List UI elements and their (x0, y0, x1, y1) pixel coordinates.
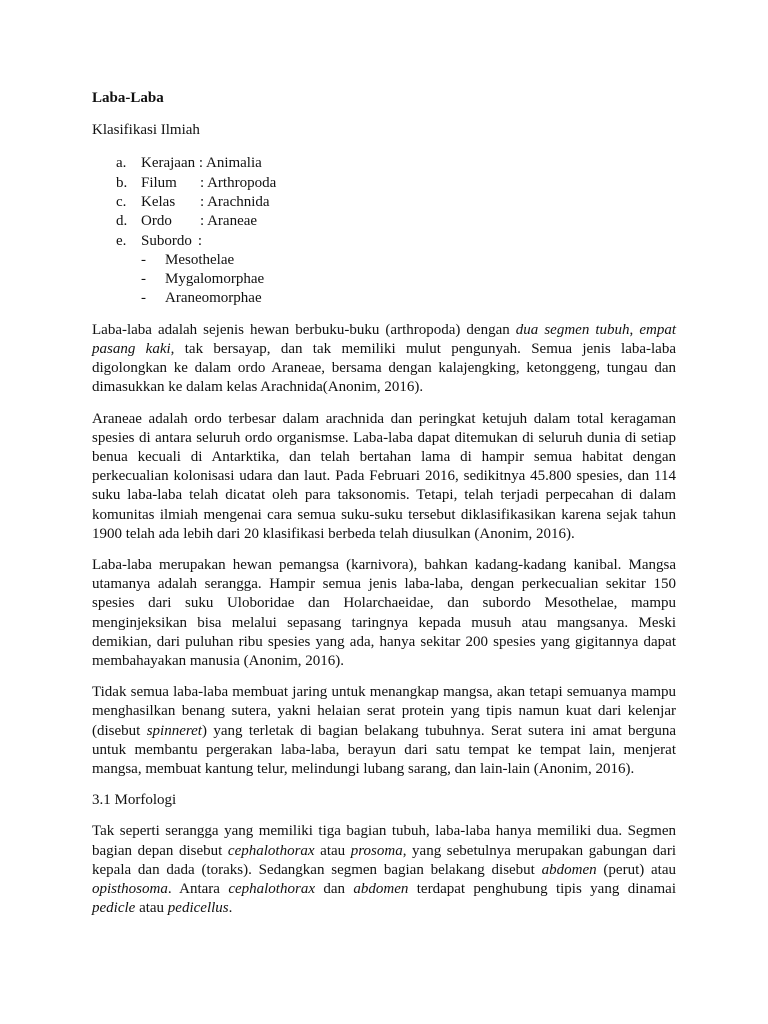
document-body (92, 89, 676, 930)
paragraph-pemangsa: Laba-laba merupakan hewan pemangsa (karnivora), bahkan kadang-kadang kanibal. Mangsa utamanya adalah serangga. Hampir semua jenis laba-laba, dengan perkecualian sekitar 150 spesies dari suku Uloboridae dan Holarchaeidae, dan subordo Mesothelae, mampu menginjeksikan bisa melalui sepasang taringnya kepada musuh atau mangsanya. Meski demikian, dari puluhan ribu spesies yang ada, hanya sekitar 200 spesies yang gigitannya dapat membahayakan manusia (Anonim, 2016). (92, 557, 676, 670)
klasifikasi-heading: Klasifikasi Ilmiah (92, 122, 200, 139)
subordo-name: Araneomorphae (165, 290, 262, 307)
klasifikasi-value: Araneae (207, 213, 258, 230)
subordo-item-mesothelae (92, 251, 676, 270)
klasifikasi-key: Filum (141, 174, 177, 191)
subordo-item-mygalomorphae (92, 270, 676, 289)
klasifikasi-value: Arachnida (207, 194, 270, 210)
document-title: Laba-Laba (92, 90, 164, 106)
klasifikasi-item-kelas: c. Kelas : Arachnida (92, 193, 676, 212)
dash-marker: - (141, 271, 146, 288)
list-marker: a. (116, 155, 127, 172)
paragraph-morfologi: Tak seperti serangga yang memiliki tiga bagian tubuh, laba-laba hanya memiliki dua. Segmen bagian depan disebut cephalothorax atau prosoma, yang sebetulnya merupakan gabungan dari kepala dan dada (toraks). Sedangkan segmen bagian belakang disebut abdomen (perut) atau opisthosoma. Antara cephalothorax dan abdomen terdapat penghubung tipis yang dinamai pedicle atau pedicellus. (92, 823, 677, 917)
section-heading-morfologi: 3.1 Morfologi (92, 792, 177, 809)
subordo-name: Mesothelae (165, 251, 235, 268)
dash-marker: - (141, 251, 146, 268)
klasifikasi-item-ordo: d. Ordo : Araneae (92, 212, 676, 231)
klasifikasi-list (92, 154, 676, 308)
klasifikasi-item-kerajaan (92, 154, 676, 173)
list-marker: c. (116, 194, 127, 210)
paragraph-araneae: Araneae adalah ordo terbesar dalam arachnida dan peringkat ketujuh dalam total keragaman spesies di antara seluruh ordo organismse. Laba-laba dapat ditemukan di seluruh dunia di setiap benua kecuali di Antarktika, dan telah bertahan lama di hampir semua habitat dengan perkecualian kolonisasi udara dan laut. Pada Februari 2016, sedikitnya 45.800 spesies, dan 114 suku laba-laba telah dicatat oleh para taksonomis. Tetapi, telah terjadi perpecahan di dalam komunitas ilmiah mengenai cara semua suku-suku tersebut diklasifikasikan karena sejak tahun 1900 telah ada lebih dari 20 klasifikasi berbeda telah diusulkan (Anonim, 2016). (92, 410, 676, 542)
list-marker: d. (116, 213, 128, 230)
klasifikasi-item-filum: b. Filum : Arthropoda (92, 174, 676, 193)
dash-marker: - (141, 290, 146, 307)
klasifikasi-item-subordo: e. Subordo : (92, 232, 676, 251)
klasifikasi-key: Kelas (141, 194, 176, 210)
klasifikasi-value: Animalia (205, 155, 262, 172)
list-marker: e. (116, 232, 127, 249)
klasifikasi-key: Subordo (141, 232, 192, 249)
klasifikasi-key: Kerajaan : Animalia (141, 155, 262, 172)
list-marker: b. (116, 174, 128, 191)
klasifikasi-key: Ordo (141, 213, 172, 230)
subordo-name: Mygalomorphae (165, 271, 265, 288)
paragraph-definisi: Laba-laba adalah sejenis hewan berbuku-buku (arthropoda) dengan dua segmen tubuh, empat pasang kaki, tak bersayap, dan tak memiliki mulut pengunyah. Semua jenis laba-laba digolongkan ke dalam ordo Araneae, bersama dengan kalajengking, ketonggeng, tungau dan dimasukkan ke dalam kelas Arachnida(Anonim, 2016). (92, 321, 677, 396)
subordo-item-araneomorphae (92, 289, 676, 308)
paragraph-jaring: Tidak semua laba-laba membuat jaring untuk menangkap mangsa, akan tetapi semuanya mampu menghasilkan benang sutera, yakni helaian serat protein yang tipis namun kuat dari kelenjar (disebut spinneret) yang terletak di bagian belakang tubuhnya. Serat sutera ini amat berguna untuk membantu pergerakan laba-laba, berayun dari satu tempat ke tempat lain, menjerat mangsa, membuat kantung telur, melindungi lubang sarang, dan lain-lain (Anonim, 2016). (92, 684, 677, 778)
klasifikasi-value: Arthropoda (207, 174, 277, 191)
